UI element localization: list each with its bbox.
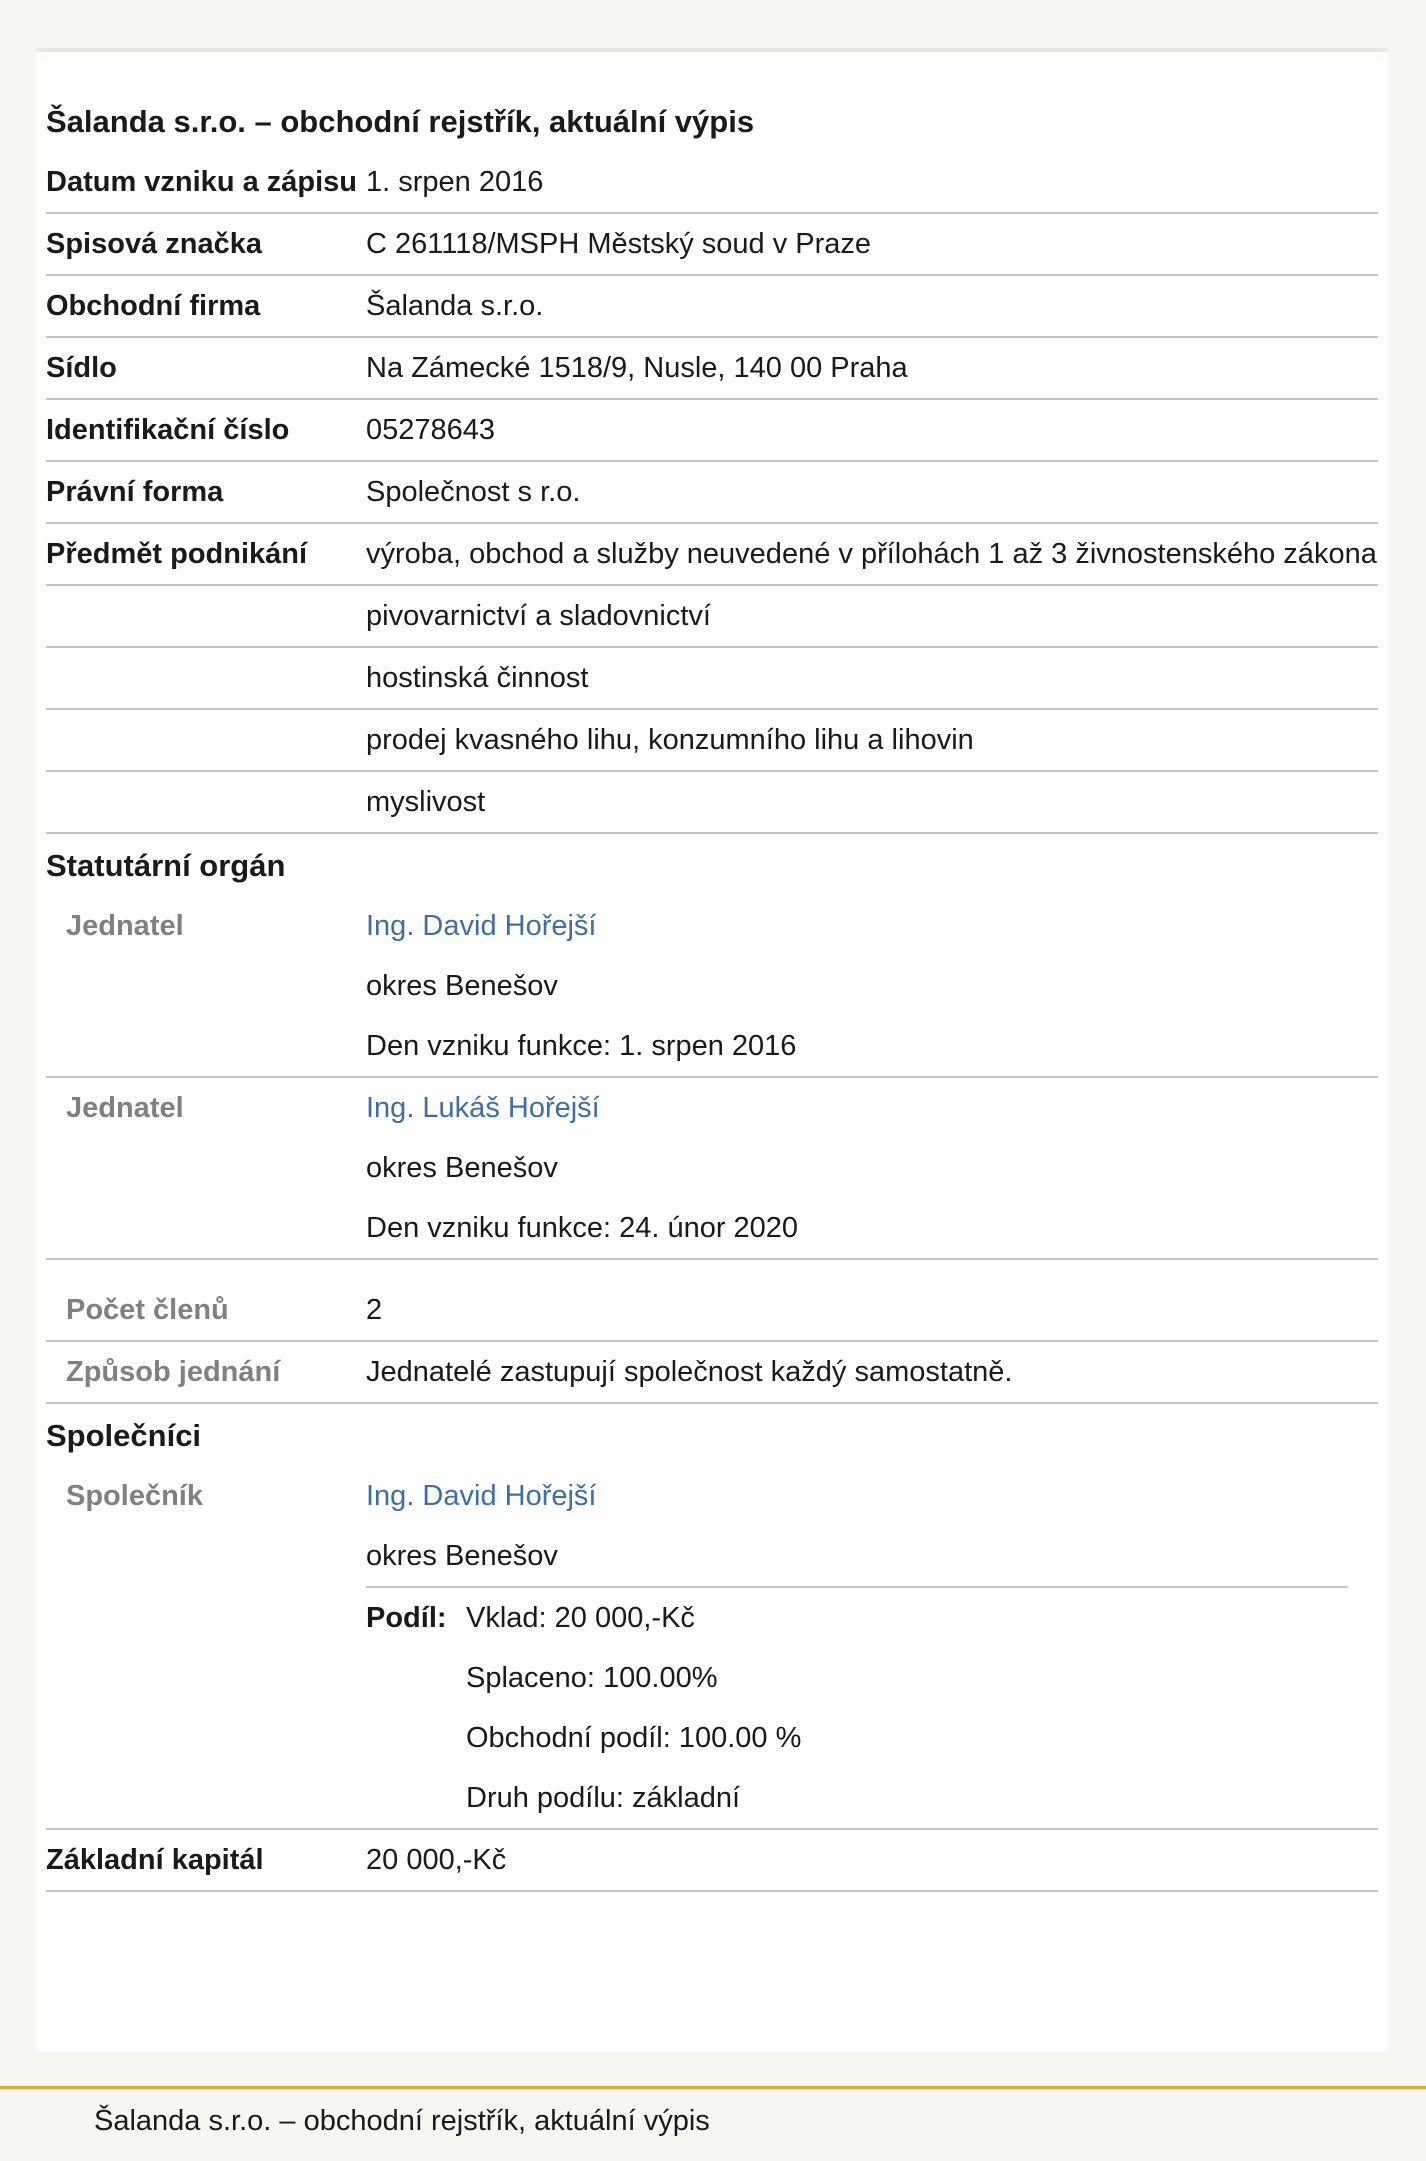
row-acting	[46, 1342, 1378, 1404]
acting-label: Způsob jednání	[66, 1356, 281, 1388]
member-role: Jednatel	[66, 1092, 184, 1124]
row-capital	[46, 1830, 1378, 1892]
business-item: hostinská činnost	[366, 662, 589, 694]
row-business-3	[46, 710, 1378, 772]
seat-value: Na Zámecké 1518/9, Nusle, 140 00 Praha	[366, 352, 908, 384]
page-title: Šalanda s.r.o. – obchodní rejstřík, aktuální výpis	[46, 104, 755, 139]
row-business-4	[46, 772, 1378, 834]
acting-value: Jednatelé zastupují společnost každý samostatně.	[366, 1356, 1013, 1388]
member-name-link[interactable]: Ing. David Hořejší	[366, 910, 597, 942]
registry-content	[46, 92, 1378, 1892]
row-business-1	[46, 586, 1378, 648]
date-label: Datum vzniku a zápisu	[46, 166, 358, 198]
member-since: Den vzniku funkce: 24. únor 2020	[366, 1212, 799, 1244]
registry-card	[36, 52, 1388, 2052]
file-value: C 261118/MSPH Městský soud v Praze	[366, 228, 872, 260]
share-deposit: Vklad: 20 000,-Kč	[466, 1602, 695, 1634]
date-value: 1. srpen 2016	[366, 166, 544, 198]
member-since: Den vzniku funkce: 1. srpen 2016	[366, 1030, 797, 1062]
statutory-heading: Statutární orgán	[46, 848, 286, 883]
footer-text: Šalanda s.r.o. – obchodní rejstřík, aktuální výpis	[94, 2105, 710, 2137]
member-count-label: Počet členů	[66, 1294, 229, 1326]
seat-label: Sídlo	[46, 352, 117, 384]
partner-name-link[interactable]: Ing. David Hořejší	[366, 1480, 597, 1512]
row-legal-form	[46, 462, 1378, 524]
member-role: Jednatel	[66, 910, 184, 942]
row-business-0	[46, 524, 1378, 586]
partner-district: okres Benešov	[366, 1540, 558, 1572]
member-count-value: 2	[366, 1294, 383, 1326]
business-item: myslivost	[366, 786, 486, 818]
row-business-2	[46, 648, 1378, 710]
business-item: výroba, obchod a služby neuvedené v přílohách 1 až 3 živnostenského zákona	[366, 538, 1377, 570]
statutory-member-1	[46, 896, 1378, 1078]
share-business: Obchodní podíl: 100.00 %	[466, 1722, 802, 1754]
legal-form-label: Právní forma	[46, 476, 224, 508]
share-block	[366, 1586, 1348, 1828]
row-firm	[46, 276, 1378, 338]
row-id	[46, 400, 1378, 462]
footer-bar	[0, 2086, 1426, 2161]
row-member-count	[46, 1280, 1378, 1342]
legal-form-value: Společnost s r.o.	[366, 476, 581, 508]
member-name-link[interactable]: Ing. Lukáš Hořejší	[366, 1092, 600, 1124]
row-file	[46, 214, 1378, 276]
share-paid: Splaceno: 100.00%	[466, 1662, 718, 1694]
id-value: 05278643	[366, 414, 496, 446]
row-seat	[46, 338, 1378, 400]
partners-heading: Společníci	[46, 1418, 202, 1453]
row-date	[46, 152, 1378, 214]
partner-role: Společník	[66, 1480, 203, 1512]
statutory-member-2	[46, 1078, 1378, 1260]
member-district: okres Benešov	[366, 1152, 558, 1184]
capital-label: Základní kapitál	[46, 1844, 264, 1876]
id-label: Identifikační číslo	[46, 414, 290, 446]
share-label: Podíl:	[366, 1602, 447, 1634]
member-district: okres Benešov	[366, 970, 558, 1002]
firm-label: Obchodní firma	[46, 290, 261, 322]
firm-value: Šalanda s.r.o.	[366, 290, 544, 322]
business-label: Předmět podnikání	[46, 538, 308, 570]
file-label: Spisová značka	[46, 228, 262, 260]
business-item: pivovarnictví a sladovnictví	[366, 600, 711, 632]
partner-entry	[46, 1466, 1378, 1830]
capital-value: 20 000,-Kč	[366, 1844, 507, 1876]
share-type: Druh podílu: základní	[466, 1782, 741, 1814]
business-item: prodej kvasného lihu, konzumního lihu a lihovin	[366, 724, 974, 756]
